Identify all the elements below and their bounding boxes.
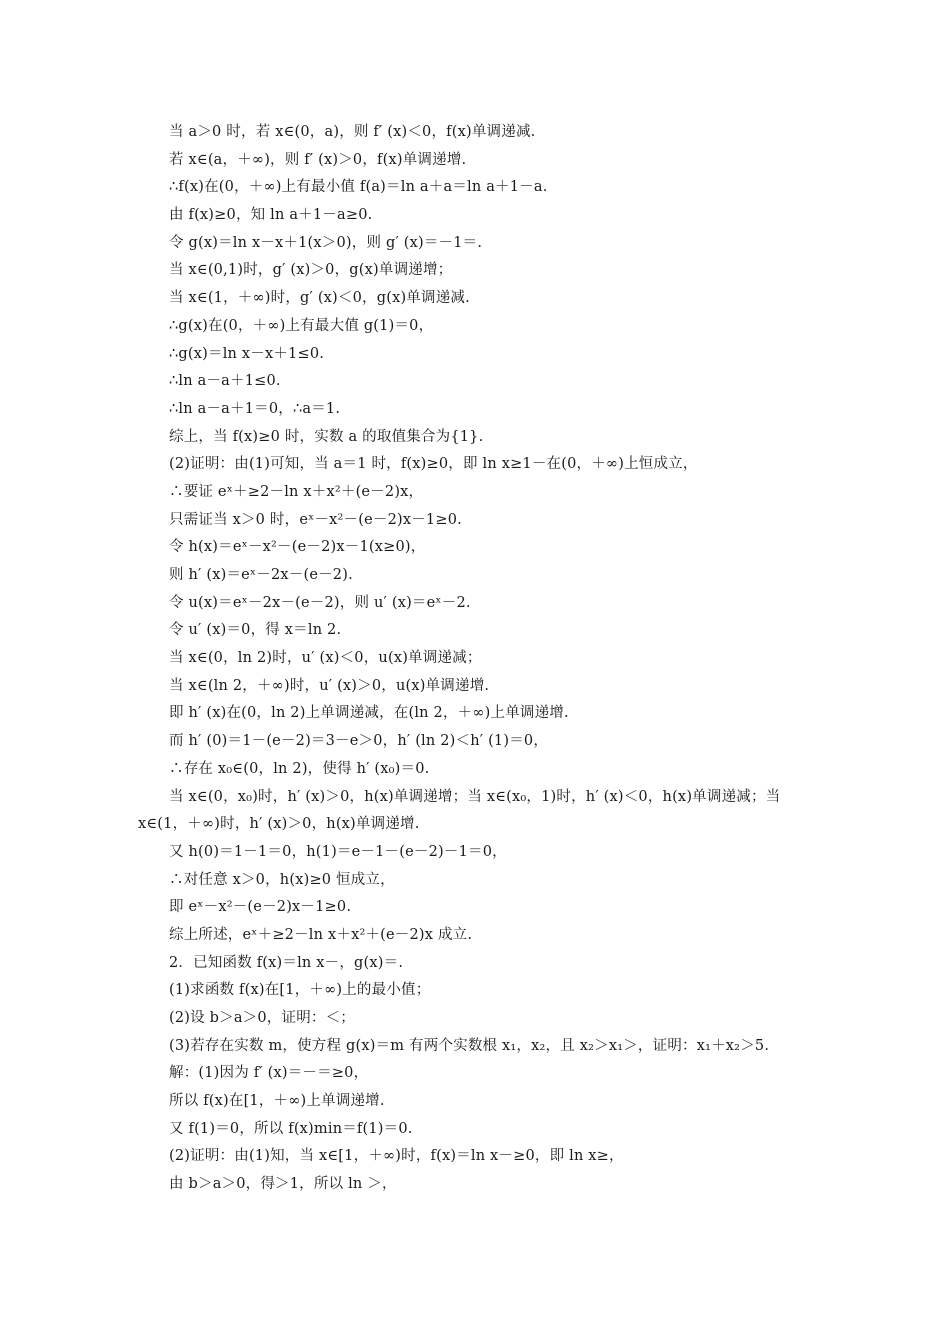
text-line: 由 b＞a＞0，得＞1，所以 ln ＞， — [169, 1176, 397, 1193]
text-line: 只需证当 x＞0 时，eˣ－x²－(e－2)x－1≥0. — [169, 511, 462, 528]
text-line: 综上，当 f(x)≥0 时，实数 a 的取值集合为{1}. — [169, 428, 484, 445]
text-line: 又 h(0)＝1－1＝0，h(1)＝e－1－(e－2)－1＝0， — [169, 843, 507, 860]
text-line: (2)证明：由(1)知，当 x∈[1，＋∞)时，f(x)＝ln x－≥0，即 ln x≥， — [169, 1148, 624, 1165]
text-line: 解：(1)因为 f′ (x)＝－＝≥0， — [169, 1065, 369, 1082]
document-body — [138, 119, 828, 1199]
text-line: 又 f(1)＝0，所以 f(x)min＝f(1)＝0. — [169, 1120, 413, 1137]
text-line: 2．已知函数 f(x)＝ln x－，g(x)＝. — [169, 954, 404, 971]
text-line: 当 x∈(0，x₀)时，h′ (x)＞0，h(x)单调递增；当 x∈(x₀，1)时，h′ (x)＜0，h(x)单调递减；当 — [169, 788, 781, 805]
text-line: ∴g(x)＝ln x－x＋1≤0. — [169, 345, 325, 362]
text-line: 当 a＞0 时，若 x∈(0，a)，则 f′ (x)＜0，f(x)单调递减. — [169, 124, 536, 140]
text-line: 由 f(x)≥0，知 ln a＋1－a≥0. — [169, 207, 373, 224]
text-line: ∴ln a－a＋1≤0. — [169, 373, 281, 390]
text-line: ∴要证 eˣ＋≥2－ln x＋x²＋(e－2)x， — [169, 483, 424, 500]
text-line: (1)求函数 f(x)在[1，＋∞)上的最小值； — [169, 982, 431, 999]
text-line: ∴ln a－a＋1＝0，∴a＝1. — [169, 400, 341, 417]
text-line: 即 eˣ－x²－(e－2)x－1≥0. — [169, 899, 352, 916]
text-line: (2)证明：由(1)可知，当 a＝1 时，f(x)≥0，即 ln x≥1－在(0，＋∞)上恒成立， — [169, 456, 698, 473]
text-line: ∴存在 x₀∈(0，ln 2)，使得 h′ (x₀)＝0. — [169, 760, 430, 777]
text-line: 当 x∈(1，＋∞)时，g′ (x)＜0，g(x)单调递减. — [169, 290, 470, 307]
text-line: (2)设 b＞a＞0，证明：＜； — [169, 1010, 355, 1026]
text-line: ∴g(x)在(0，＋∞)上有最大值 g(1)＝0， — [169, 317, 434, 334]
text-line: 即 h′ (x)在(0，ln 2)上单调递减，在(ln 2，＋∞)上单调递增. — [169, 705, 569, 722]
text-line: 令 u(x)＝eˣ－2x－(e－2)，则 u′ (x)＝eˣ－2. — [169, 594, 471, 611]
text-line: 所以 f(x)在[1，＋∞)上单调递增. — [169, 1093, 385, 1110]
text-line: 当 x∈(0，ln 2)时，u′ (x)＜0，u(x)单调递减； — [169, 650, 482, 667]
text-line: 令 h(x)＝eˣ－x²－(e－2)x－1(x≥0)， — [169, 539, 426, 556]
text-line: x∈(1，＋∞)时，h′ (x)＞0，h(x)单调递增. — [138, 816, 420, 833]
text-line: ∴f(x)在(0，＋∞)上有最小值 f(a)＝ln a＋a＝ln a＋1－a. — [169, 179, 548, 196]
text-line: 当 x∈(ln 2，＋∞)时，u′ (x)＞0，u(x)单调递增. — [169, 677, 490, 694]
text-line: 若 x∈(a，＋∞)，则 f′ (x)＞0，f(x)单调递增. — [169, 151, 467, 168]
text-line: 令 g(x)＝ln x－x＋1(x＞0)，则 g′ (x)＝－1＝. — [169, 234, 483, 251]
text-line: 综上所述，eˣ＋≥2－ln x＋x²＋(e－2)x 成立. — [169, 926, 473, 943]
text-line: 令 u′ (x)＝0，得 x＝ln 2. — [169, 622, 342, 639]
text-line: 当 x∈(0,1)时，g′ (x)＞0，g(x)单调递增； — [169, 262, 453, 279]
text-line: 则 h′ (x)＝eˣ－2x－(e－2). — [169, 567, 353, 583]
text-line: ∴对任意 x＞0，h(x)≥0 恒成立， — [169, 871, 395, 888]
text-line: 而 h′ (0)＝1－(e－2)＝3－e＞0，h′ (ln 2)＜h′ (1)＝0， — [169, 733, 549, 750]
text-line: (3)若存在实数 m，使方程 g(x)＝m 有两个实数根 x₁，x₂，且 x₂＞x₁＞，证明：x₁＋x₂＞5. — [169, 1037, 770, 1054]
